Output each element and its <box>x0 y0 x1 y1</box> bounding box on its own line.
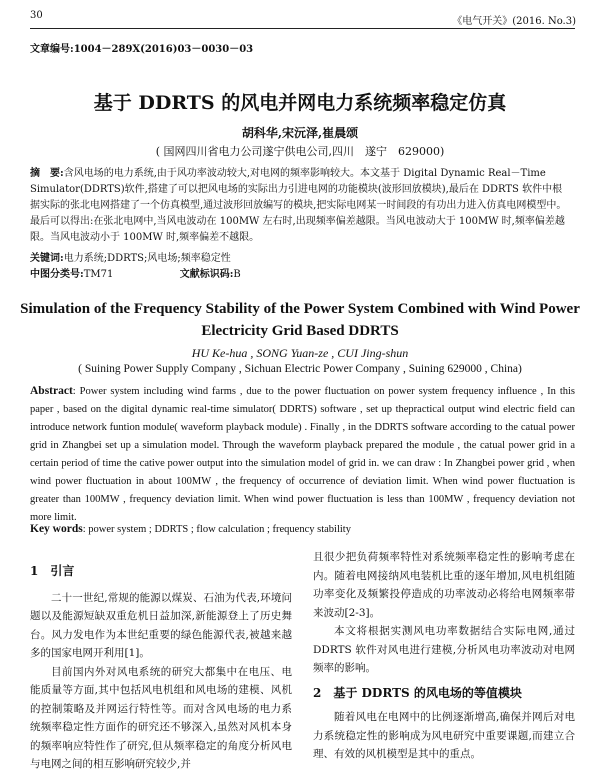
keywords-en <box>30 520 575 539</box>
affiliation-en: ( Suining Power Supply Company , Sichuan Electric Power Company , Suining 629000 , China) <box>78 363 522 375</box>
abstract-en-label: Abstract <box>30 385 73 397</box>
section1-heading: 1 引言 <box>30 564 75 578</box>
page-title-en: Simulation of the Frequency Stability of the Power System Combined with Wind Power Electricity Grid Based DDRTS <box>20 301 580 339</box>
section1-paragraph-2: 目前国内外对风电系统的研究大都集中在电压、电能质量等方面,其中包括风电机组和风电场的建模、风机的控制策略及并网运行特性等。而对含风电场的电力系统频率稳定性方面作的研究还不够深入,虽然对风机本身的频率响应特性作了研究,但从频率稳定的角度分析风电与电网之间的相互影响研究较少,并 <box>30 665 292 770</box>
keywords-en-label: Key words <box>30 523 83 535</box>
page-number: 30 <box>30 10 43 21</box>
authors-cn: 胡科华,宋沅泽,崔晨颂 <box>241 126 359 140</box>
affiliation-cn: ( 国网四川省电力公司遂宁供电公司,四川 遂宁 629000) <box>155 145 445 158</box>
abstract-cn <box>30 166 570 246</box>
abstract-cn-text: 含风电场的电力系统,由于风功率波动较大,对电网的频率影响较大。本文基于 Digital Dynamic Real－Time Simulator(DDRTS)软件,搭建了可以把风电场的实际出力引进电网的功能模块(波形回放模块),最后在 DDRTS 软件中根据实际的张北电网搭建了一个仿真模型,通过波形回放编写的模块,把实际电网某一时间段的有功出力进入仿真电网模型中。最后可以得出:在张北电网中,当风电波动在 100MW 左右时,出现频率偏差越限。当风电波动大于 100MW 时,频率偏差越限。当风电波动小于 100MW 时,频率偏差不越限。 <box>30 168 567 243</box>
right-paragraph-2: 本文将根据实测风电功率数据结合实际电网,通过 DDRTS 软件对风电进行建模,分析风电功率波动对电网频率的影响。 <box>313 625 575 674</box>
keywords-en-text: : power system ; DDRTS ; flow calculation ; frequency stability <box>82 524 351 535</box>
classification-row <box>30 265 570 280</box>
keywords-cn <box>30 249 570 264</box>
journal-name: 《电气开关》(2016. No.3) <box>452 16 576 27</box>
right-column <box>313 548 575 764</box>
clc-label: 中图分类号: <box>30 269 84 280</box>
abstract-cn-label: 摘 要: <box>30 168 64 179</box>
header-rule <box>30 28 575 29</box>
abstract-en <box>30 382 575 527</box>
doc-code-value: B <box>233 269 241 280</box>
section1-paragraph-1: 二十一世纪,常规的能源以煤炭、石油为代表,环境问题以及能源短缺双重危机日益加深,新能源登上了历史舞台。风力发电作为本世纪重要的绿色能源代表,被越来越多的国家电网开利用[1]。 <box>30 591 292 659</box>
abstract-en-text: : Power system including wind farms , due to the power fluctuation on power system frequency influence , In this paper , based on the digital dynamic real-time simulator( DDRTS) software , set up thepractical output wind electric field can introduce network funtion module( waveform playback module) . Finally , in the DDRTS software according to the catual power grid in Zhangbei set up a simulation model. Through the waveform playback prepared the module , the catual power grid in a certain period of time the cative power output into the simulation model of grid in. we can draw : In Zhangbei power grid , when wind power fluctuation in about 100MW , the frequency of occurrence of deviation limit. When wind power fluctuation is greater than 100MW , frequency deviation limit. When wind power fluctuation is less than 100MW , frequency deviation not more limit. <box>30 386 575 523</box>
right-paragraph-1: 且很少把负荷频率特性对系统频率稳定性的影响考虑在内。随着电网接纳风电装机比重的逐年增加,风电机组随功率变化及频繁投停造成的功率波动必将给电网频率带来波动[2-3]。 <box>313 551 575 619</box>
page-title-cn: 基于 DDRTS 的风电并网电力系统频率稳定仿真 <box>93 92 507 114</box>
article-id: 文章编号:1004－289X(2016)03－0030－03 <box>30 44 254 55</box>
keywords-cn-label: 关键词: <box>30 253 64 264</box>
left-column <box>30 548 292 774</box>
doc-code-label: 文献标识码: <box>179 269 234 280</box>
keywords-cn-text: 电力系统;DDRTS;风电场;频率稳定性 <box>63 253 231 264</box>
authors-en: HU Ke-hua , SONG Yuan-ze , CUI Jing-shun <box>191 346 409 360</box>
section2-heading: 2 基于 DDRTS 的风电场的等值模块 <box>313 685 522 700</box>
right-paragraph-3: 随着风电在电网中的比例逐渐增高,确保并网后对电力系统稳定性的影响成为风电研究中重要课题,而建立合理、有效的风机模型是其中的重点。 <box>313 711 575 760</box>
clc-value: TM71 <box>83 269 114 280</box>
